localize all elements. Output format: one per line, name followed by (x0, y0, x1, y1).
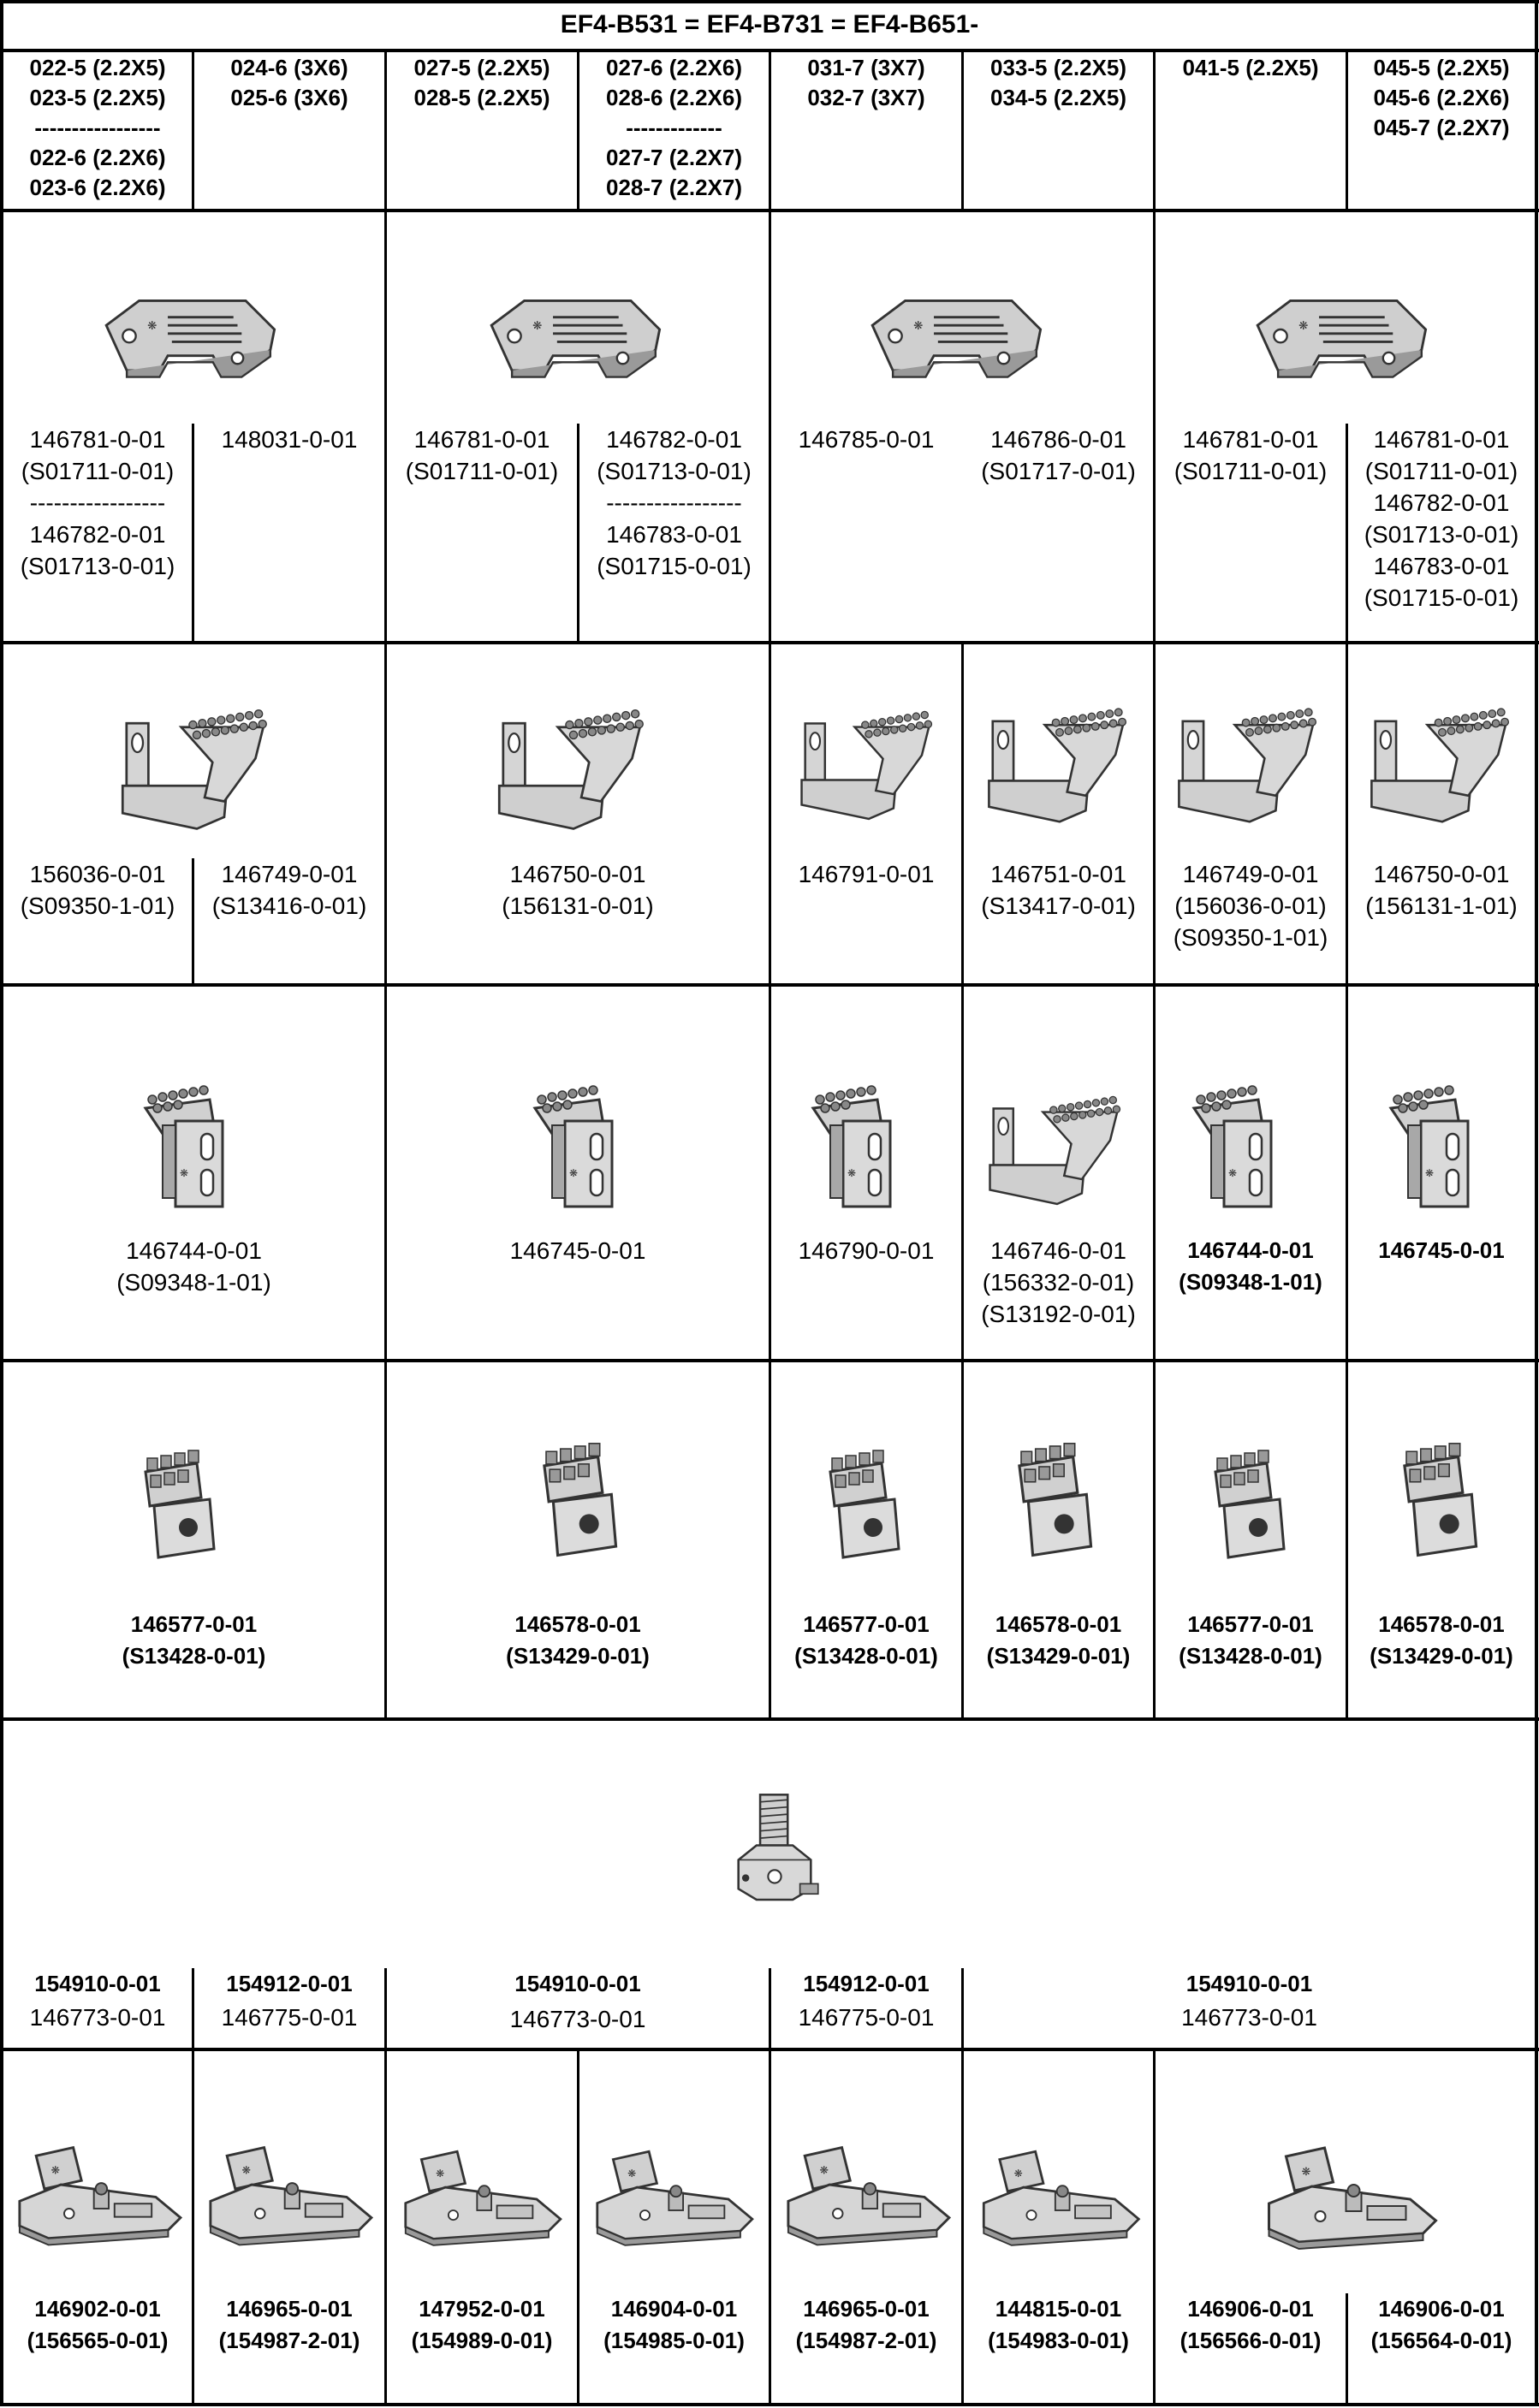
differential-feed-dog-image (518, 1074, 629, 1219)
table-rule (192, 424, 194, 642)
part-number: 146781-0-01 (S01711-0-01) (1174, 426, 1328, 484)
part-number: 144815-0-01 (154983-0-01) (988, 2296, 1129, 2353)
part-number: 146750-0-01 (156131-1-01) (1365, 861, 1518, 919)
part-number: 146773-0-01 (509, 2006, 646, 2032)
table-rule (1346, 987, 1348, 1360)
presser-foot-image (201, 2139, 377, 2255)
part-number: 154910-0-01 (34, 1971, 161, 1996)
table-rule (769, 644, 771, 984)
part-number: 146906-0-01 (156564-0-01) (1370, 2296, 1512, 2353)
part-number: 146781-0-01 (S01711-0-01) ----------------- 146782-0-01 (S01713-0-01) (20, 426, 175, 579)
table-rule (1346, 644, 1348, 984)
table-border-top (0, 0, 1539, 3)
differential-feed-dog-image (1374, 1074, 1485, 1219)
part-number: 146577-0-01 (S13428-0-01) (122, 1611, 266, 1669)
table-border-right (1535, 0, 1538, 2406)
needle-clamp-image (728, 1784, 822, 1921)
part-number: 146902-0-01 (156565-0-01) (27, 2296, 169, 2353)
main-feed-dog-image (484, 697, 663, 843)
model-cell-8: 045-5 (2.2X5) 045-6 (2.2X6) 045-7 (2.2X7) (1373, 55, 1510, 140)
table-rule (961, 644, 964, 984)
part-number: 154912-0-01 (803, 1971, 930, 1996)
table-rule (384, 644, 387, 984)
part-number: 147952-0-01 (154989-0-01) (411, 2296, 553, 2353)
main-feed-dog-image (1357, 697, 1528, 834)
table-border-left (0, 0, 3, 2406)
rear-feed-dog-image (813, 1446, 907, 1575)
part-number: 146749-0-01 (S13416-0-01) (211, 861, 367, 919)
main-feed-dog-image (107, 697, 287, 843)
part-number: 146775-0-01 (798, 2004, 935, 2031)
rear-feed-dog-image (526, 1438, 625, 1575)
needle-plate-image (1241, 278, 1438, 381)
rear-feed-dog-image (1001, 1438, 1100, 1575)
part-number: 146746-0-01 (156332-0-01) (S13192-0-01) (981, 1237, 1136, 1327)
part-number: 154910-0-01 (1185, 1971, 1313, 1996)
part-number: 156036-0-01 (S09350-1-01) (20, 861, 175, 919)
needle-plate-image (475, 278, 672, 381)
part-number: 146775-0-01 (221, 2004, 358, 2031)
table-rule (384, 987, 387, 1360)
presser-foot-image (10, 2139, 186, 2255)
presser-foot-image (1258, 2139, 1442, 2259)
part-number: 146904-0-01 (154985-0-01) (603, 2296, 745, 2353)
part-number: 146773-0-01 (29, 2004, 166, 2031)
needle-plate-image (90, 278, 287, 381)
part-number: 146781-0-01 (S01711-0-01) 146782-0-01 (S01713-0-01) 146783-0-01 (S01715-0-01) (1364, 426, 1519, 611)
model-cell-1: 022-5 (2.2X5) 023-5 (2.2X5) ----------------- 022-6 (2.2X6) 023-6 (2.2X6) (29, 55, 166, 200)
model-cell-4: 027-6 (2.2X6) 028-6 (2.2X6) ------------- 027-7 (2.2X7) 028-7 (2.2X7) (606, 55, 742, 200)
differential-feed-dog-image (128, 1074, 240, 1219)
part-number: 146782-0-01 (S01713-0-01) ----------------- 146783-0-01 (S01715-0-01) (597, 426, 752, 579)
part-number: 146578-0-01 (S13429-0-01) (506, 1611, 650, 1669)
part-number: 146745-0-01 (1378, 1237, 1505, 1263)
main-feed-dog-image (974, 697, 1145, 834)
rear-feed-dog-image (1198, 1446, 1292, 1575)
model-cell-3: 027-5 (2.2X5) 028-5 (2.2X5) (413, 55, 550, 110)
part-number: 146577-0-01 (S13428-0-01) (794, 1611, 938, 1669)
differential-feed-dog-image (1177, 1074, 1288, 1219)
part-number: 154912-0-01 (226, 1971, 353, 1996)
presser-foot-image (972, 2144, 1147, 2255)
part-number: 146786-0-01 (S01717-0-01) (981, 426, 1136, 484)
part-number: 146965-0-01 (154987-2-01) (218, 2296, 360, 2353)
model-cell-6: 033-5 (2.2X5) 034-5 (2.2X5) (990, 55, 1126, 110)
part-number: 146790-0-01 (798, 1237, 935, 1264)
part-number: 146578-0-01 (S13429-0-01) (986, 1611, 1131, 1669)
part-number: 146750-0-01 (156131-0-01) (502, 861, 654, 919)
main-feed-dog-image (1164, 697, 1335, 834)
part-number: 146578-0-01 (S13429-0-01) (1370, 1611, 1513, 1669)
differential-feed-dog-image (976, 1082, 1138, 1219)
part-number: 146965-0-01 (154987-2-01) (795, 2296, 937, 2353)
table-rule (1153, 987, 1156, 1360)
part-number: 146745-0-01 (509, 1237, 646, 1264)
differential-feed-dog-image (796, 1074, 907, 1219)
presser-foot-image (587, 2144, 758, 2255)
part-number: 146744-0-01 (S09348-1-01) (116, 1237, 271, 1296)
presser-foot-image (395, 2144, 567, 2255)
part-number: 146751-0-01 (S13417-0-01) (981, 861, 1136, 919)
part-number: 146773-0-01 (1181, 2004, 1317, 2031)
presser-foot-image (779, 2139, 954, 2255)
rear-feed-dog-image (128, 1446, 223, 1575)
part-number: 146791-0-01 (798, 861, 935, 887)
page-title: EF4-B531 = EF4-B731 = EF4-B651- (560, 10, 979, 39)
needle-plate-image (856, 278, 1053, 381)
part-number: 146785-0-01 (798, 426, 935, 453)
part-number: 146906-0-01 (156566-0-01) (1180, 2296, 1322, 2353)
table-rule (769, 987, 771, 1360)
part-number: 146744-0-01 (S09348-1-01) (1179, 1237, 1322, 1295)
part-number: 146781-0-01 (S01711-0-01) (405, 426, 559, 484)
model-cell-7: 041-5 (2.2X5) (1182, 55, 1319, 80)
part-number: 146749-0-01 (156036-0-01) (S09350-1-01) (1173, 861, 1328, 951)
rear-feed-dog-image (1387, 1438, 1485, 1575)
model-cell-2: 024-6 (3X6) 025-6 (3X6) (230, 55, 348, 110)
part-number: 148031-0-01 (221, 426, 358, 453)
model-cell-5: 031-7 (3X7) 032-7 (3X7) (807, 55, 925, 110)
part-number: 154910-0-01 (514, 1971, 641, 1996)
main-feed-dog-image (787, 697, 950, 834)
part-number: 146577-0-01 (S13428-0-01) (1179, 1611, 1322, 1669)
